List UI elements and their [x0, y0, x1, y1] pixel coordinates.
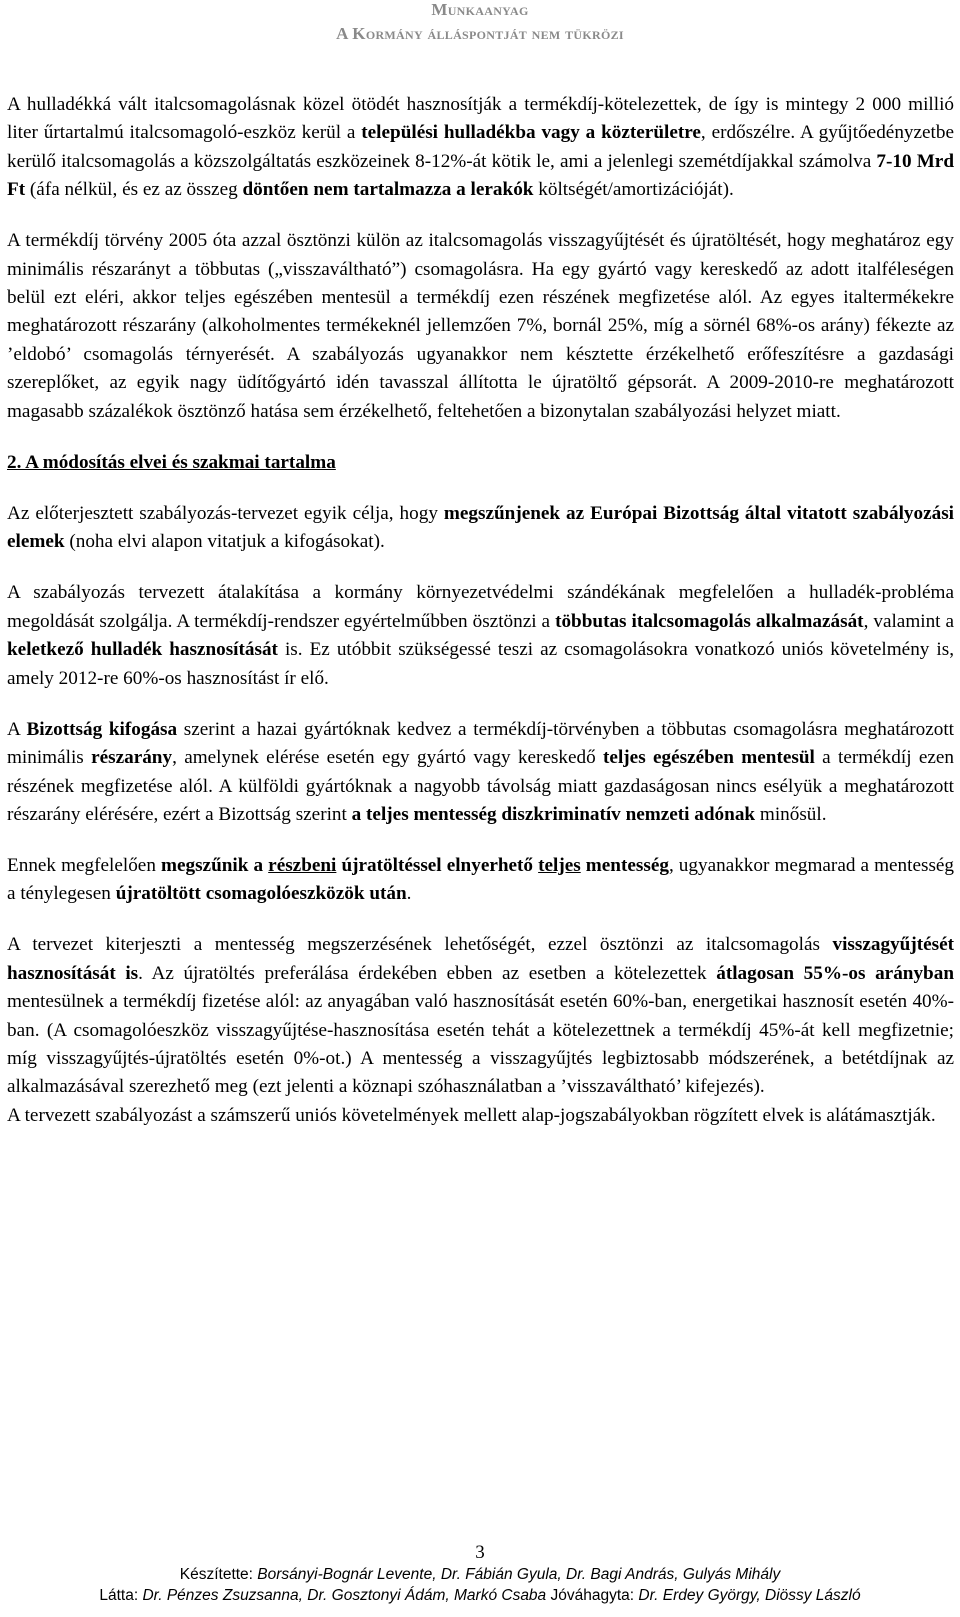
header-disclaimer: A Kormány álláspontját nem tükrözi [336, 24, 624, 43]
paragraph-5: A Bizottság kifogása szerint a hazai gyártóknak kedvez a termékdíj-törvényben a többutas csomagolásra meghatározott minimális részarány, amelynek elérése esetén egy gyártó vagy kereskedő teljes egészében mentesül a termékdíj ezen részének megfizetése alól. A külföldi gyártóknak a nagyobb távolság miatt gazdaságosan nincs esélyük a meghatározott részarány elérésére, ezért a Bizottság szerint a teljes mentesség diszkriminatív nemzeti adónak minősül. [7, 718, 955, 825]
paragraph-6: Ennek megfelelően megszűnik a részbeni újratöltéssel elnyerhető teljes mentesség, ugyanakkor megmarad a mentesség a ténylegesen újratöltött csomagolóeszközök után. [7, 854, 955, 905]
paragraph-1: A hulladékká vált italcsomagolásnak közel ötödét hasznosítják a termékdíj-kötelezettek, de így is mintegy 2 000 millió liter űrtartalmú italcsomagoló-eszköz kerül a települési hulladékba vagy a közterületre, erdőszélre. A gyűjtőedényzetbe kerülő italcsomagolás a közszolgáltatás eszközeinek 8-12%-át kötik le, ami a jelenlegi szemétdíjakkal számolva 7-10 Mrd Ft (áfa nélkül, és ez az összeg döntően nem tartalmazza a lerakók költségét/amortizációját). [7, 94, 954, 201]
paragraph-4: A szabályozás tervezett átalakítása a kormány környezetvédelmi szándékának megfelelően a hulladék-probléma megoldását szolgálja. A termékdíj-rendszer egyértelműbben ösztönzi a többutas italcsomagolás alkalmazását, valamint a keletkező hulladék hasznosítását is. Ez utóbbit szükségessé teszi az csomagolásokra vonatkozó uniós követelmény is, amely 2012-re 60%-os hasznosítást ír elő. [7, 582, 955, 689]
paragraph-3: Az előterjesztett szabályozás-tervezet egyik célja, hogy megszűnjenek az Európai Bizottság által vitatott szabályozási elemek (noha elvi alapon vitatjuk a kifogásokat). [7, 503, 954, 553]
header-draft-label: Munkaanyag [431, 0, 529, 19]
document-body [7, 91, 954, 1130]
paragraph-7: A tervezet kiterjeszti a mentesség megszerzésének lehetőségét, ezzel ösztönzi az italcsomagolás visszagyűjtését hasznosítását is. Az újratöltés preferálása érdekében ebben az esetben a kötelezettek átlagosan 55%-os arányban mentesülnek a termékdíj fizetése alól: az anyagában való hasznosítását esetén 60%-ban, energetikai hasznosít esetén 40%-ban. (A csomagolóeszköz visszagyűjtése-hasznosítása esetén tehát a kötelezettnek a termékdíj 45%-át kell megfizetnie; míg visszagyűjtés-újratöltés esetén 0%-ot.) A mentesség a visszagyűjtés legbiztosabb módszerének, a betétdíjnak az alkalmazásával szerezhető meg (ezt jelenti a köznapi szóhasználatban a ’visszaváltható’ kifejezés). [7, 934, 954, 1098]
page-number: 3 [475, 1542, 485, 1563]
footer-prepared-by: Készítette: Borsányi-Bognár Levente, Dr. Fábián Gyula, Dr. Bagi András, Gulyás Mihály [179, 1566, 781, 1583]
section-heading: 2. A módosítás elvei és szakmai tartalma [7, 451, 336, 473]
paragraph-2: A termékdíj törvény 2005 óta azzal ösztönzi külön az italcsomagolás visszagyűjtését és újratöltését, hogy meghatároz egy minimális részarányt a többutas („visszaváltható”) csomagolásra. Ha egy gyártó vagy kereskedő az adott italféleségen belül ezt eléri, akkor teljes egészében mentesül a termékdíj ezen részének megfizetése alól. Az egyes italtermékekre meghatározott részarány (alkoholmentes termékeknél jellemzően 7%, bornál 25%, míg a sörnél 68%-os arány) fékezte az ’eldobó’ csomagolás térnyerését. A szabályozás ugyanakkor nem késztette érzékelhető erőfeszítésre a gazdasági szereplőket, az egyik nagy üdítőgyártó idén tavasszal állította le újratöltő gépsorát. A 2009-2010-re meghatározott magasabb százalékok ösztönző hatása sem érzékelhető, feltehetően a bizonytalan szabályozási helyzet miatt. [7, 230, 954, 422]
paragraph-8: A tervezett szabályozást a számszerű uniós követelmények mellett alap-jogszabályokban rögzített elvek is alátámasztják. [7, 1104, 936, 1126]
footer-approvals: Látta: Dr. Pénzes Zsuzsanna, Dr. Gosztonyi Ádám, Markó Csaba Jóváhagyta: Dr. Erdey György, Diössy László [99, 1587, 861, 1604]
